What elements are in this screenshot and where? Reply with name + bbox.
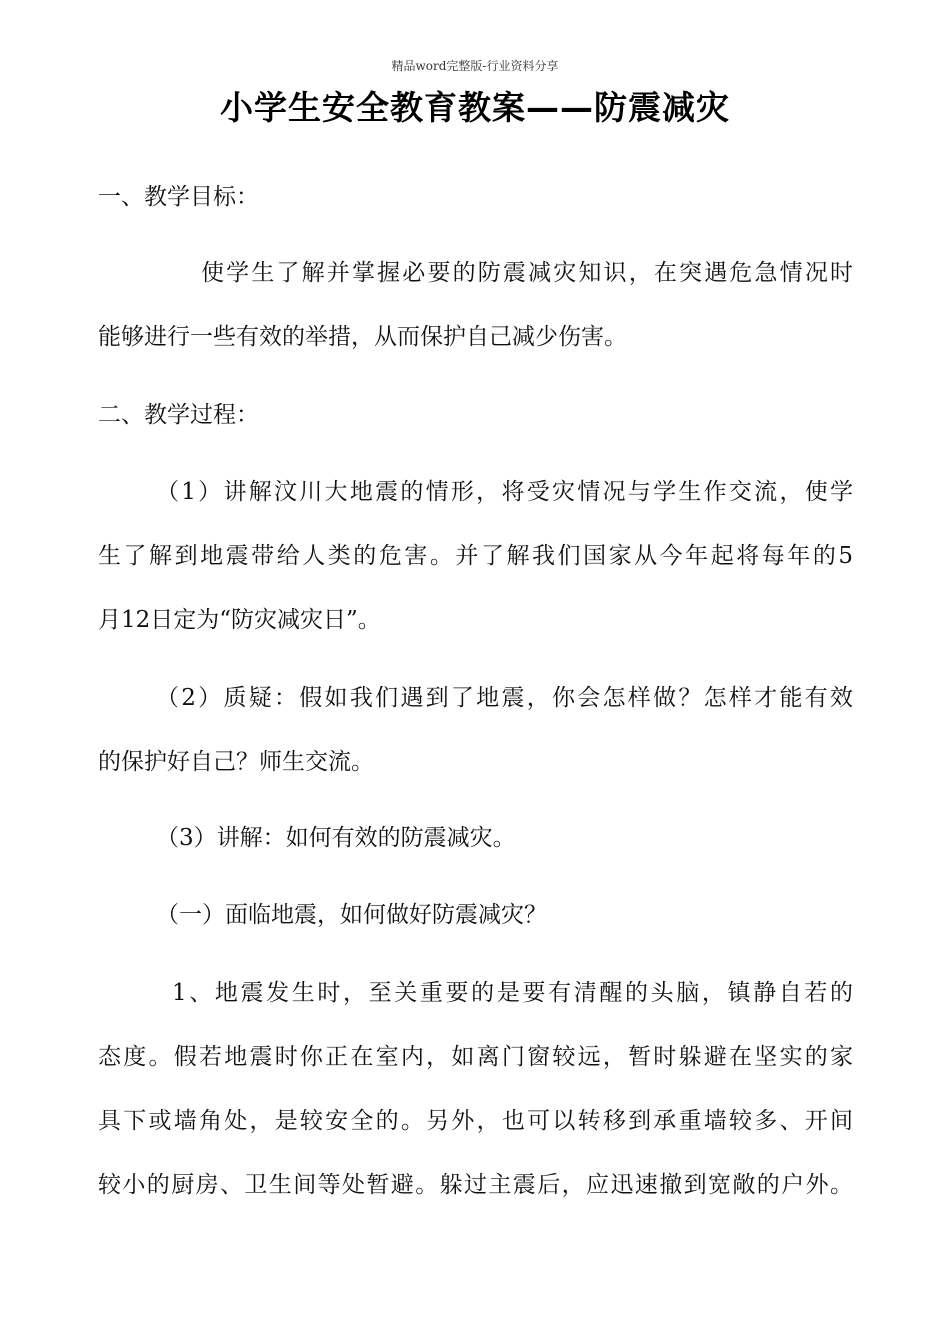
step1-line-1: （1）讲解汶川大地震的情形，将受灾情况与学生作交流，使学	[156, 479, 853, 505]
section-heading-process: 二、教学过程：	[98, 402, 259, 428]
subsection-heading-1: （一）面临地震，如何做好防震减灾？	[156, 902, 547, 928]
header-watermark: 精品word完整版-行业资料分享	[391, 59, 559, 73]
section-heading-goals: 一、教学目标：	[98, 184, 259, 210]
goal-line-2: 能够进行一些有效的举措，从而保护自己减少伤害。	[98, 324, 627, 350]
step2-line-2: 的保护好自己？师生交流。	[98, 749, 374, 775]
item1-line-2: 态度。假若地震时你正在室内，如离门窗较远，暂时躲避在坚实的家	[98, 1044, 853, 1070]
item1-line-3: 具下或墙角处，是较安全的。另外，也可以转移到承重墙较多、开间	[98, 1108, 853, 1134]
item1-line-4: 较小的厨房、卫生间等处暂避。躲过主震后，应迅速撤到宽敞的户外。	[98, 1172, 853, 1198]
step2-line-1: （2）质疑：假如我们遇到了地震，你会怎样做？怎样才能有效	[156, 685, 853, 711]
goal-line-1: 使学生了解并掌握必要的防震减灾知识，在突遇危急情况时	[201, 260, 853, 286]
item1-line-1: 1、地震发生时，至关重要的是要有清醒的头脑，镇静自若的	[172, 980, 853, 1006]
step3-line-1: （3）讲解：如何有效的防震减灾。	[156, 825, 516, 851]
step1-line-3: 月12日定为“防灾减灾日”。	[98, 607, 381, 633]
step1-line-2: 生了解到地震带给人类的危害。并了解我们国家从今年起将每年的5	[98, 543, 853, 569]
page-title: 小学生安全教育教案——防震减灾	[220, 88, 730, 127]
